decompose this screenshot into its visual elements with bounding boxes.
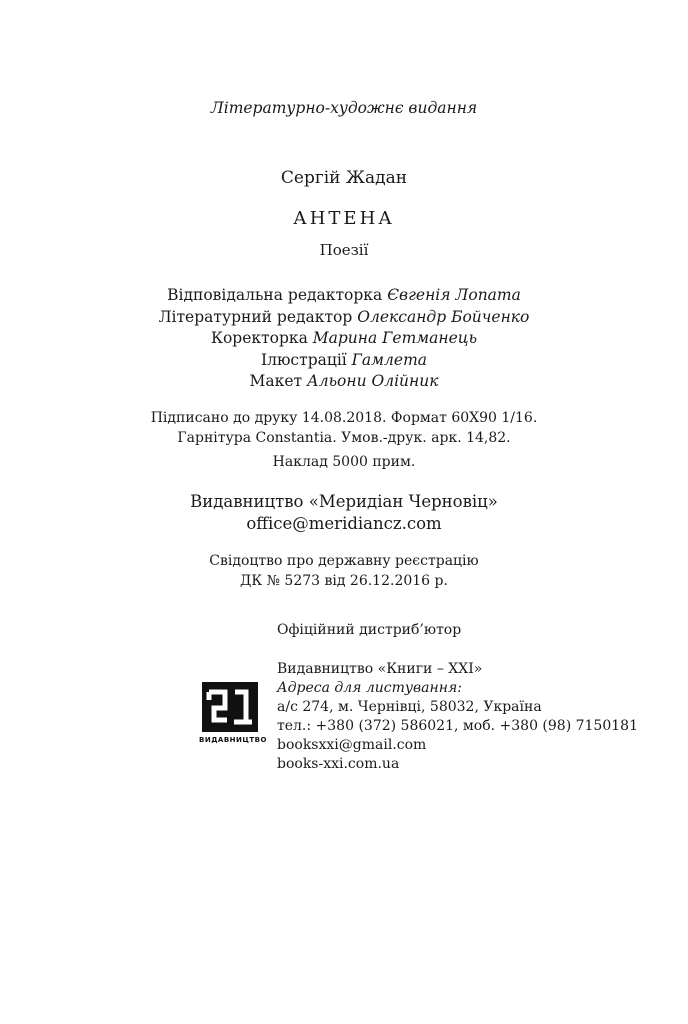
credit-person: Гамлета [351,350,428,369]
print-line-1: Підписано до друку 14.08.2018. Формат 60Х90 1/16. [150,410,538,426]
certificate-line-1: Свідоцтво про державну реєстрацію [209,553,479,569]
credit-role: Макет [249,372,303,391]
publisher-block [0,491,688,535]
logo-label: ВИДАВНИЦТВО [199,736,267,744]
credit-line [0,307,688,329]
credit-person: Марина Гетманець [312,329,478,348]
distributor-block [277,660,638,774]
address-label: Адреса для листування: [277,680,462,696]
certificate-block [0,551,688,591]
print-run: Наклад 5000 прим. [272,454,416,470]
distributor-name: Видавництво «Книги – XXI» [277,661,483,677]
print-info [0,408,688,448]
credit-person: Альони Олійник [307,372,439,391]
book-subtitle: Поезії [319,241,369,259]
distributor-heading: Офіційний дистриб’ютор [277,622,462,638]
postal-address: а/с 274, м. Чернівці, 58032, Україна [277,699,542,715]
credit-line [0,328,688,350]
certificate-line-2: ДК № 5273 від 26.12.2016 р. [240,573,448,589]
credit-person: Євгенія Лопата [387,286,521,304]
credit-role: Відповідальна редакторка [167,286,383,304]
publisher-name: Видавництво «Меридіан Черновіц» [190,492,498,511]
print-line-2: Гарнітура Constantia. Умов.-друк. арк. 14,82. [177,430,511,446]
book-title: АНТЕНА [293,208,395,229]
phone-numbers: тел.: +380 (372) 586021, моб. +380 (98) 7150181 [277,718,638,734]
credit-line [0,285,688,307]
credit-line [0,371,688,393]
credit-role: Ілюстрації [260,350,347,369]
credit-role: Коректорка [210,329,308,348]
credit-role: Літературний редактор [158,307,353,326]
distributor-website: books-xxi.com.ua [277,756,400,772]
publisher-email: office@meridiancz.com [246,514,442,533]
credits-block [0,285,688,393]
credit-person: Олександр Бойченко [357,307,530,326]
distributor-email: booksxxi@gmail.com [277,737,427,753]
author-name: Сергій Жадан [280,168,408,188]
credit-line [0,350,688,372]
genre-line: Літературно-художнє видання [210,99,478,117]
